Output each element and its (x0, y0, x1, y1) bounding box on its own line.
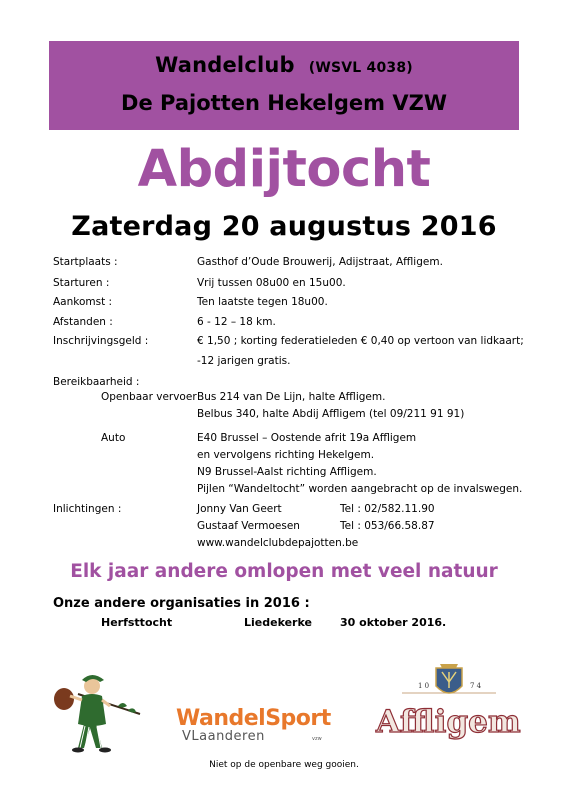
auto-label: Auto (101, 432, 126, 444)
affligem-crest-icon (374, 660, 524, 704)
auto-value-2: en vervolgens richting Hekelgem. (197, 449, 375, 461)
other-event-date: 30 oktober 2016. (340, 616, 447, 629)
startplaats-value: Gasthof d’Oude Brouwerij, Adijstraat, Affligem. (197, 256, 443, 268)
bereikbaarheid-label: Bereikbaarheid : (53, 376, 140, 388)
afstanden-label: Afstanden : (53, 316, 113, 328)
auto-value-3: N9 Brussel-Aalst richting Affligem. (197, 466, 377, 478)
wandelsport-vzw: vzw (312, 736, 322, 742)
affligem-text: Affligem (376, 704, 521, 740)
aankomst-label: Aankomst : (53, 296, 113, 308)
wandelsport-text: WandelSport (176, 706, 331, 731)
aankomst-value: Ten laatste tegen 18u00. (197, 296, 328, 308)
inschrijving-label: Inschrijvingsgeld : (53, 335, 149, 347)
starturen-value: Vrij tussen 08u00 en 15u00. (197, 277, 346, 289)
afstanden-value: 6 - 12 – 18 km. (197, 316, 276, 328)
auto-value-1: E40 Brussel – Oostende afrit 19a Affligem (197, 432, 417, 444)
event-date: Zaterdag 20 augustus 2016 (71, 211, 497, 242)
footer-note: Niet op de openbare weg gooien. (209, 760, 359, 770)
openbaar-label: Openbaar vervoer (101, 391, 197, 403)
vlaanderen-text: VLaanderen (182, 729, 265, 744)
event-title: Abdijtocht (137, 140, 431, 199)
club-name: Wandelclub (155, 53, 295, 77)
other-event-place: Liedekerke (244, 616, 312, 629)
website-link[interactable]: www.wandelclubdepajotten.be (197, 537, 359, 549)
starturen-label: Starturen : (53, 277, 110, 289)
contact-1-tel: Tel : 02/582.11.90 (340, 503, 435, 515)
header-banner (49, 41, 519, 130)
wandelsport-vlaanderen-logo (172, 704, 337, 749)
inlichtingen-label: Inlichtingen : (53, 503, 122, 515)
contact-1-name: Jonny Van Geert (197, 503, 282, 515)
slogan: Elk jaar andere omlopen met veel natuur (70, 561, 498, 582)
hiker-mascot-logo (48, 672, 143, 754)
contact-2-name: Gustaaf Vermoesen (197, 520, 300, 532)
inschrijving-value-2: -12 jarigen gratis. (197, 355, 291, 367)
auto-value-4: Pijlen “Wandeltocht” worden aangebracht op de invalswegen. (197, 483, 523, 495)
club-full-name: De Pajotten Hekelgem VZW (121, 91, 447, 115)
affligem-year-right: 7 4 (470, 682, 482, 690)
affligem-logo (374, 660, 524, 750)
other-event-name: Herfsttocht (101, 616, 173, 629)
contact-2-tel: Tel : 053/66.58.87 (340, 520, 435, 532)
club-name-line (49, 53, 519, 77)
startplaats-label: Startplaats : (53, 256, 118, 268)
openbaar-value-1: Bus 214 van De Lijn, halte Affligem. (197, 391, 386, 403)
club-registration: (WSVL 4038) (308, 60, 413, 76)
inschrijving-value-1: € 1,50 ; korting federatieleden € 0,40 op vertoon van lidkaart; (197, 335, 524, 347)
affligem-year-left: 1 0 (418, 682, 430, 690)
openbaar-value-2: Belbus 340, halte Abdij Affligem (tel 09/211 91 91) (197, 408, 465, 420)
other-events-title: Onze andere organisaties in 2016 : (53, 596, 310, 611)
